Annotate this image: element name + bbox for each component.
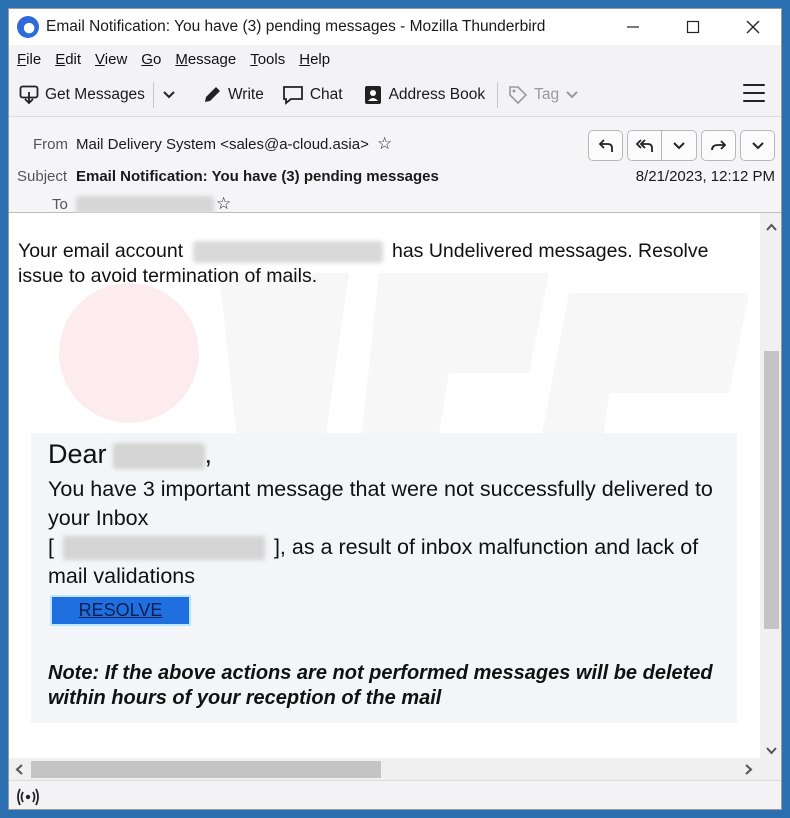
get-messages-dropdown[interactable] [156,79,188,111]
vertical-scrollbar[interactable] [760,213,782,758]
intro-after: has Undelivered messages. Resolve issue to avoid termination of mails. [18,240,709,287]
to-label: To [52,196,68,213]
chat-button[interactable] [276,79,349,111]
write-label: Write [227,85,264,103]
address-book-button[interactable] [357,79,492,111]
warning-note: Note: If the above actions are not performed messages will be deleted within hours of your reception of the mail [48,662,713,709]
menu-help[interactable]: Help [299,50,331,68]
chevron-down-icon [672,141,686,151]
menu-bar [9,45,782,73]
more-actions-button[interactable] [740,130,775,161]
resolve-button[interactable]: RESOLVE [50,595,191,626]
close-button[interactable] [723,9,782,45]
subject-label: Subject [17,168,68,185]
reply-icon [597,137,615,155]
write-button[interactable] [196,79,270,111]
phishing-card [31,433,737,723]
to-recipient-redacted[interactable] [76,196,214,214]
window-title: Email Notification: You have (3) pending messages - Mozilla Thunderbird [46,18,546,35]
card-message [48,475,728,591]
app-menu-button[interactable] [743,81,765,105]
reply-button[interactable] [588,130,623,161]
address-book-label: Address Book [388,85,486,103]
chevron-down-icon [751,141,765,151]
chat-bubble-icon [282,85,304,105]
email-account-redacted [193,241,383,263]
message-part1: You have 3 important message that were not successfully delivered to your Inbox [48,477,713,530]
address-book-icon [363,85,383,105]
pencil-icon [202,85,222,105]
message-bracket: [ [48,535,54,559]
menu-message[interactable]: Message [175,50,237,68]
chevron-down-icon [162,90,176,100]
horizontal-scroll-thumb[interactable] [31,761,381,778]
reply-all-dropdown[interactable] [662,130,697,161]
menu-view[interactable]: View [95,50,128,68]
wifi-signal-icon[interactable] [17,787,39,807]
message-part2: ], as a result of inbox malfunction and lack of mail validations [48,535,699,588]
recipient-name-redacted [113,443,205,469]
maximize-button[interactable] [663,9,723,45]
intro-text [18,239,753,289]
download-icon [19,85,39,105]
scroll-left-arrow-icon[interactable] [15,763,23,778]
close-icon [746,20,760,34]
reply-all-icon [635,137,655,155]
chat-label: Chat [309,85,343,103]
main-toolbar [9,73,782,117]
message-date: 8/21/2023, 12:12 PM [635,168,775,185]
forward-icon [710,137,728,155]
menu-tools[interactable]: Tools [250,50,286,68]
star-icon[interactable]: ☆ [377,134,393,153]
maximize-icon [686,20,700,34]
window-controls [603,9,782,45]
forward-button[interactable] [701,130,736,161]
subject-value: Email Notification: You have (3) pending messages [76,168,439,185]
inbox-address-redacted [63,536,265,560]
minimize-button[interactable] [603,9,663,45]
reply-all-button[interactable] [627,130,662,161]
scroll-down-arrow-icon[interactable] [766,743,777,758]
message-actions [584,130,775,161]
minimize-icon [626,20,640,34]
get-messages-button[interactable] [13,79,151,111]
title-bar [9,9,782,45]
horizontal-scrollbar[interactable] [9,758,782,780]
toolbar-separator [497,82,498,108]
status-bar [9,780,782,810]
intro-before: Your email account [18,240,184,262]
menu-go[interactable]: Go [141,50,162,68]
star-icon[interactable]: ☆ [216,194,232,213]
greeting-text: Dear [48,439,107,469]
vertical-scroll-thumb[interactable] [764,351,779,629]
tag-icon [508,85,528,105]
message-body [9,213,760,758]
menu-edit[interactable]: Edit [55,50,82,68]
greeting [48,439,212,470]
toolbar-separator [153,82,154,108]
scroll-up-arrow-icon[interactable] [766,219,777,234]
tag-label: Tag [534,85,560,103]
chevron-down-icon [565,90,579,100]
greeting-comma: , [204,439,213,469]
reply-all-group [627,130,697,161]
thunderbird-icon [17,16,39,38]
thunderbird-window [8,8,782,810]
scroll-right-arrow-icon[interactable] [745,763,753,778]
message-header [9,117,782,213]
from-value[interactable]: Mail Delivery System <sales@a-cloud.asia> [76,136,369,153]
get-messages-label: Get Messages [45,85,145,103]
tag-button[interactable] [502,79,591,111]
menu-file[interactable]: File [17,50,42,68]
from-label: From [33,136,68,153]
